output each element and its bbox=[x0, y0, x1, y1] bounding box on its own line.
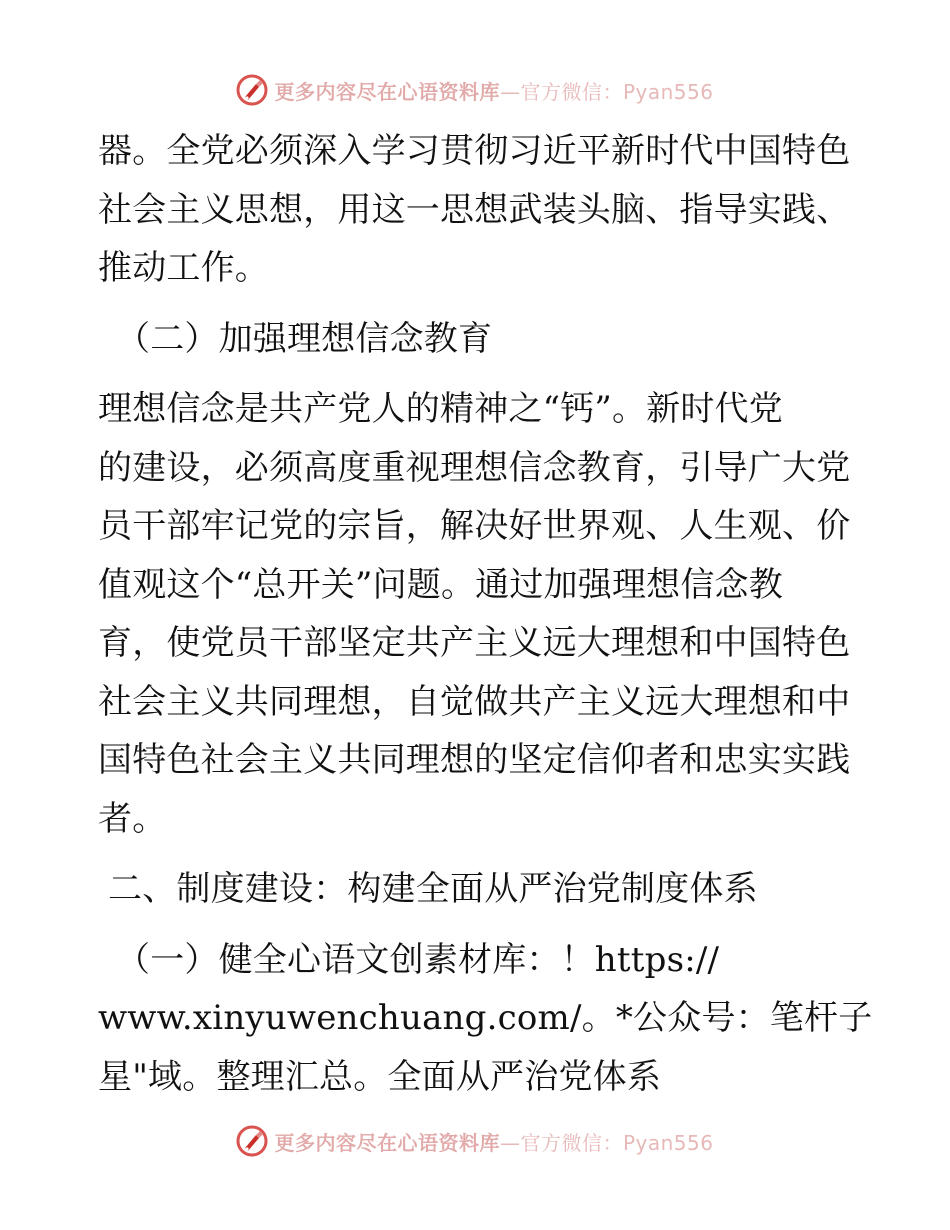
paragraph-line: 推动工作。 bbox=[98, 248, 269, 288]
header-banner bbox=[0, 70, 950, 110]
paragraph-line: 者。 bbox=[98, 798, 167, 839]
banner-wechat-text: 官方微信：Pyan556 bbox=[520, 1130, 714, 1155]
banner-text bbox=[274, 76, 713, 105]
paragraph-line: 育，使党员干部坚定共产主义远大理想和中国特色 bbox=[98, 623, 851, 663]
paragraph-line: 星"域。整理汇总。全面从严治党体系 bbox=[98, 1056, 662, 1097]
paragraph-line: 的建设，必须高度重视理想信念教育，引导广大党 bbox=[98, 447, 851, 488]
banner-main-text: 更多内容尽在心语资料库 bbox=[274, 79, 500, 104]
subheading-strengthen-ideals: （二）加强理想信念教育 bbox=[116, 318, 493, 359]
banner-main-text: 更多内容尽在心语资料库 bbox=[274, 1130, 500, 1155]
subheading-improve-system: （一）健全心语文创素材库：！https:// bbox=[116, 939, 720, 980]
document-body bbox=[98, 122, 873, 1106]
paragraph-line: 社会主义共同理想，自觉做共产主义远大理想和中 bbox=[98, 681, 851, 722]
paragraph-line: 社会主义思想，用这一思想武装头脑、指导实践、 bbox=[98, 189, 851, 230]
paragraph-line: 理想信念是共产党人的精神之“钙”。新时代党 bbox=[98, 389, 783, 429]
banner-text bbox=[274, 1127, 713, 1156]
banner-separator: — bbox=[499, 1130, 521, 1155]
paragraph-line: www.xinyuwenchuang.com/。*公众号：笔杆子 bbox=[98, 998, 873, 1038]
paragraph-line: 器。全党必须深入学习贯彻习近平新时代中国特色 bbox=[98, 131, 851, 171]
banner-separator: — bbox=[499, 79, 521, 104]
paragraph-line: 值观这个“总开关”问题。通过加强理想信念教 bbox=[98, 564, 783, 605]
banner-wechat-text: 官方微信：Pyan556 bbox=[520, 79, 714, 104]
pen-logo-icon bbox=[236, 74, 268, 106]
section-heading-institution-building: 二、制度建设：构建全面从严治党制度体系 bbox=[108, 869, 758, 909]
paragraph-line: 国特色社会主义共同理想的坚定信仰者和忠实实践 bbox=[98, 740, 851, 780]
footer-banner bbox=[0, 1121, 950, 1161]
pen-logo-icon bbox=[236, 1125, 268, 1157]
paragraph-line: 员干部牢记党的宗旨，解决好世界观、人生观、价 bbox=[98, 506, 851, 546]
